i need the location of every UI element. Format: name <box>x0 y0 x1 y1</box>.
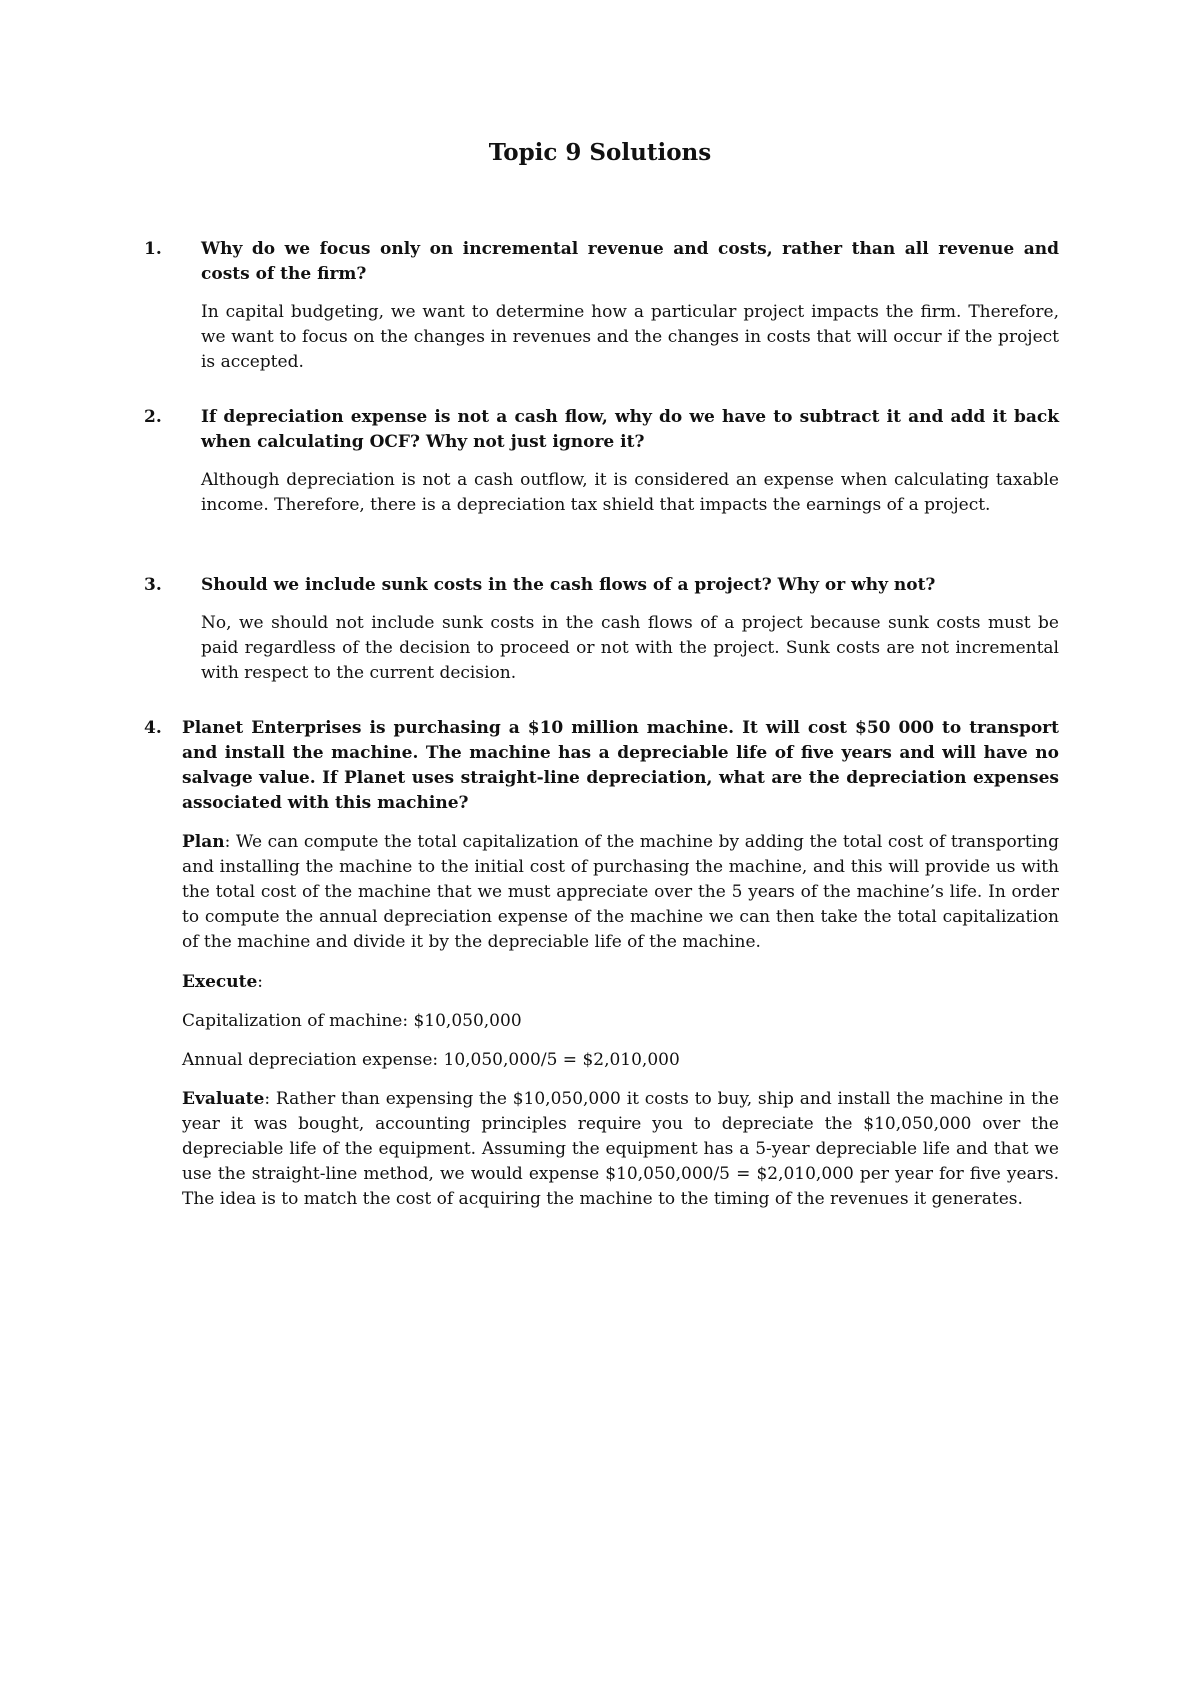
question-number: 2. <box>144 407 162 427</box>
answer-text: Although depreciation is not a cash outflow, it is considered an expense when calculating taxable income. Therefore, there is a depreciation tax shield that impacts the earnings of a project. <box>201 470 1059 515</box>
question-number: 3. <box>144 575 162 595</box>
question-block-4 <box>144 716 1059 1212</box>
answer-text: In capital budgeting, we want to determine how a particular project impacts the firm. Therefore, we want to focus on the changes in revenues and the changes in costs that will occur if the project is accepted. <box>201 302 1059 372</box>
answer-text: No, we should not include sunk costs in the cash flows of a project because sunk costs must be paid regardless of the decision to proceed or not with the project. Sunk costs are not incremental with respect to the current decision. <box>201 613 1059 683</box>
execute-label: Execute <box>182 972 258 992</box>
annual-depreciation-line: Annual depreciation expense: 10,050,000/5 = $2,010,000 <box>182 1050 680 1070</box>
evaluate-text: : Rather than expensing the $10,050,000 it costs to buy, ship and install the machine in the year it was bought, accounting principles require you to depreciate the $10,050,000 over the depreciable life of the equipment. Assuming the equipment has a 5-year depreciable life and that we use the straight-line method, we would expense $10,050,000/5 = $2,010,000 per year for five years. The idea is to match the cost of acquiring the machine to the timing of the revenues it generates. <box>182 1089 1059 1209</box>
plan-text: : We can compute the total capitalization of the machine by adding the total cost of transporting and installing the machine to the initial cost of purchasing the machine, and this will provide us with the total cost of the machine that we must appreciate over the 5 years of the machine’s life. In order to compute the annual depreciation expense of the machine we can then take the total capitalization of the machine and divide it by the depreciable life of the machine. <box>182 832 1059 952</box>
question-block-2 <box>144 405 1059 518</box>
page-title: Topic 9 Solutions <box>488 139 712 166</box>
capitalization-line: Capitalization of machine: $10,050,000 <box>182 1011 522 1031</box>
plan-label: Plan <box>182 832 225 852</box>
question-number: 1. <box>144 239 162 259</box>
question-text: If depreciation expense is not a cash flow, why do we have to subtract it and add it back when calculating OCF? Why not just ignore it? <box>201 407 1059 452</box>
evaluate-paragraph <box>182 1087 1059 1212</box>
question-block-3 <box>144 573 1059 686</box>
question-text: Planet Enterprises is purchasing a $10 million machine. It will cost $50 000 to transport and install the machine. The machine has a depreciable life of five years and will have no salvage value. If Planet uses straight-line depreciation, what are the depreciation expenses associated with this machine? <box>182 718 1059 813</box>
plan-paragraph <box>182 830 1059 955</box>
execute-heading <box>182 970 1059 995</box>
execute-suffix: : <box>257 972 264 992</box>
question-block-1 <box>144 237 1059 375</box>
evaluate-label: Evaluate <box>182 1089 265 1109</box>
question-text: Why do we focus only on incremental revenue and costs, rather than all revenue and costs of the firm? <box>201 239 1059 284</box>
question-number: 4. <box>144 718 162 738</box>
question-text: Should we include sunk costs in the cash flows of a project? Why or why not? <box>201 575 936 595</box>
